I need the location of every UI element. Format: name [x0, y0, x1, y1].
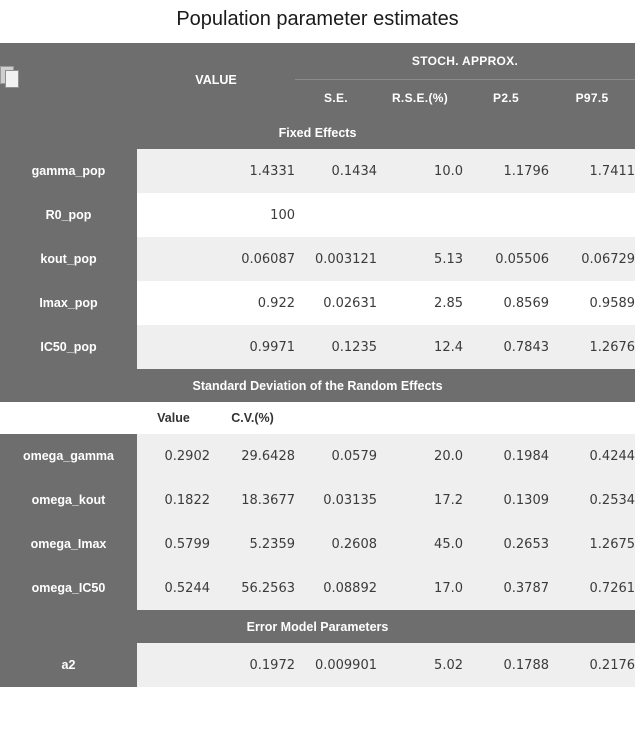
column-group-stoch-approx: STOCH. APPROX. — [295, 43, 635, 80]
row-label: omega_gamma — [0, 434, 137, 478]
row-label: IC50_pop — [0, 325, 137, 369]
row-label: kout_pop — [0, 237, 137, 281]
header-row-top — [0, 43, 635, 80]
cell-value-col2: 100 — [210, 193, 295, 237]
subheader-row — [0, 402, 635, 434]
cell-value-col2: 0.922 — [210, 281, 295, 325]
section-header-error-model — [0, 610, 635, 643]
cell-rse: 20.0 — [377, 434, 463, 478]
cell-p2-5 — [463, 193, 549, 237]
cell-p97-5: 0.06729 — [549, 237, 635, 281]
cell-value-col2: 56.2563 — [210, 566, 295, 610]
cell-rse: 10.0 — [377, 149, 463, 193]
cell-value-col1 — [137, 149, 210, 193]
cell-p2-5: 0.1309 — [463, 478, 549, 522]
subheader-rse — [377, 402, 463, 434]
subheader-p2-5 — [463, 402, 549, 434]
table-row — [0, 281, 635, 325]
cell-p97-5: 0.7261 — [549, 566, 635, 610]
cell-p97-5: 1.7411 — [549, 149, 635, 193]
subheader-blank — [0, 402, 137, 434]
cell-rse: 2.85 — [377, 281, 463, 325]
cell-se: 0.08892 — [295, 566, 377, 610]
table-row — [0, 193, 635, 237]
cell-p2-5: 0.2653 — [463, 522, 549, 566]
section-header-fixed-effects — [0, 116, 635, 149]
section-label: Error Model Parameters — [0, 610, 635, 643]
row-label: omega_kout — [0, 478, 137, 522]
cell-se: 0.009901 — [295, 643, 377, 687]
cell-value-col1: 0.2902 — [137, 434, 210, 478]
row-label: Imax_pop — [0, 281, 137, 325]
cell-rse: 12.4 — [377, 325, 463, 369]
cell-value-col1: 0.5244 — [137, 566, 210, 610]
cell-value-col2: 18.3677 — [210, 478, 295, 522]
table-row — [0, 522, 635, 566]
table-row — [0, 325, 635, 369]
cell-value-col2: 0.1972 — [210, 643, 295, 687]
row-label: omega_Imax — [0, 522, 137, 566]
cell-p2-5: 0.7843 — [463, 325, 549, 369]
cell-value-col1 — [137, 325, 210, 369]
table-row — [0, 237, 635, 281]
cell-p2-5: 0.05506 — [463, 237, 549, 281]
cell-se: 0.0579 — [295, 434, 377, 478]
column-header-p2-5: P2.5 — [463, 80, 549, 117]
cell-p97-5: 0.4244 — [549, 434, 635, 478]
row-label: gamma_pop — [0, 149, 137, 193]
cell-value-col2: 1.4331 — [210, 149, 295, 193]
section-label: Fixed Effects — [0, 116, 635, 149]
document-copy-icon — [0, 43, 137, 116]
column-header-p97-5: P97.5 — [549, 80, 635, 117]
cell-value-col1: 0.5799 — [137, 522, 210, 566]
column-header-rse: R.S.E.(%) — [377, 80, 463, 117]
cell-se: 0.003121 — [295, 237, 377, 281]
cell-value-col1 — [137, 281, 210, 325]
section-header-random-effects — [0, 369, 635, 402]
cell-p2-5: 0.8569 — [463, 281, 549, 325]
cell-se: 0.1434 — [295, 149, 377, 193]
column-header-value: VALUE — [137, 43, 295, 116]
cell-se: 0.03135 — [295, 478, 377, 522]
cell-se: 0.2608 — [295, 522, 377, 566]
table-body — [0, 43, 635, 687]
cell-p2-5: 0.1788 — [463, 643, 549, 687]
cell-se: 0.02631 — [295, 281, 377, 325]
subheader-p97-5 — [549, 402, 635, 434]
population-parameter-table — [0, 43, 635, 687]
cell-rse: 5.02 — [377, 643, 463, 687]
cell-value-col2: 0.9971 — [210, 325, 295, 369]
subheader-se — [295, 402, 377, 434]
cell-rse: 17.2 — [377, 478, 463, 522]
table-row — [0, 434, 635, 478]
cell-value-col1 — [137, 193, 210, 237]
table-row — [0, 149, 635, 193]
cell-rse: 5.13 — [377, 237, 463, 281]
cell-se: 0.1235 — [295, 325, 377, 369]
cell-p97-5: 0.9589 — [549, 281, 635, 325]
cell-p2-5: 0.3787 — [463, 566, 549, 610]
table-row — [0, 643, 635, 687]
subheader-cv: C.V.(%) — [210, 402, 295, 434]
column-header-se: S.E. — [295, 80, 377, 117]
cell-rse: 45.0 — [377, 522, 463, 566]
cell-value-col1 — [137, 643, 210, 687]
subheader-value: Value — [137, 402, 210, 434]
cell-p97-5: 1.2675 — [549, 522, 635, 566]
row-label: R0_pop — [0, 193, 137, 237]
table-row — [0, 478, 635, 522]
table-row — [0, 566, 635, 610]
cell-p97-5: 1.2676 — [549, 325, 635, 369]
section-label: Standard Deviation of the Random Effects — [0, 369, 635, 402]
cell-value-col1 — [137, 237, 210, 281]
cell-rse: 17.0 — [377, 566, 463, 610]
page-title: Population parameter estimates — [176, 8, 459, 30]
row-label: omega_IC50 — [0, 566, 137, 610]
cell-p97-5: 0.2534 — [549, 478, 635, 522]
cell-value-col2: 29.6428 — [210, 434, 295, 478]
cell-p97-5: 0.2176 — [549, 643, 635, 687]
cell-p97-5 — [549, 193, 635, 237]
cell-rse — [377, 193, 463, 237]
cell-value-col2: 0.06087 — [210, 237, 295, 281]
cell-p2-5: 1.1796 — [463, 149, 549, 193]
cell-p2-5: 0.1984 — [463, 434, 549, 478]
cell-value-col1: 0.1822 — [137, 478, 210, 522]
row-label: a2 — [0, 643, 137, 687]
cell-value-col2: 5.2359 — [210, 522, 295, 566]
cell-se — [295, 193, 377, 237]
